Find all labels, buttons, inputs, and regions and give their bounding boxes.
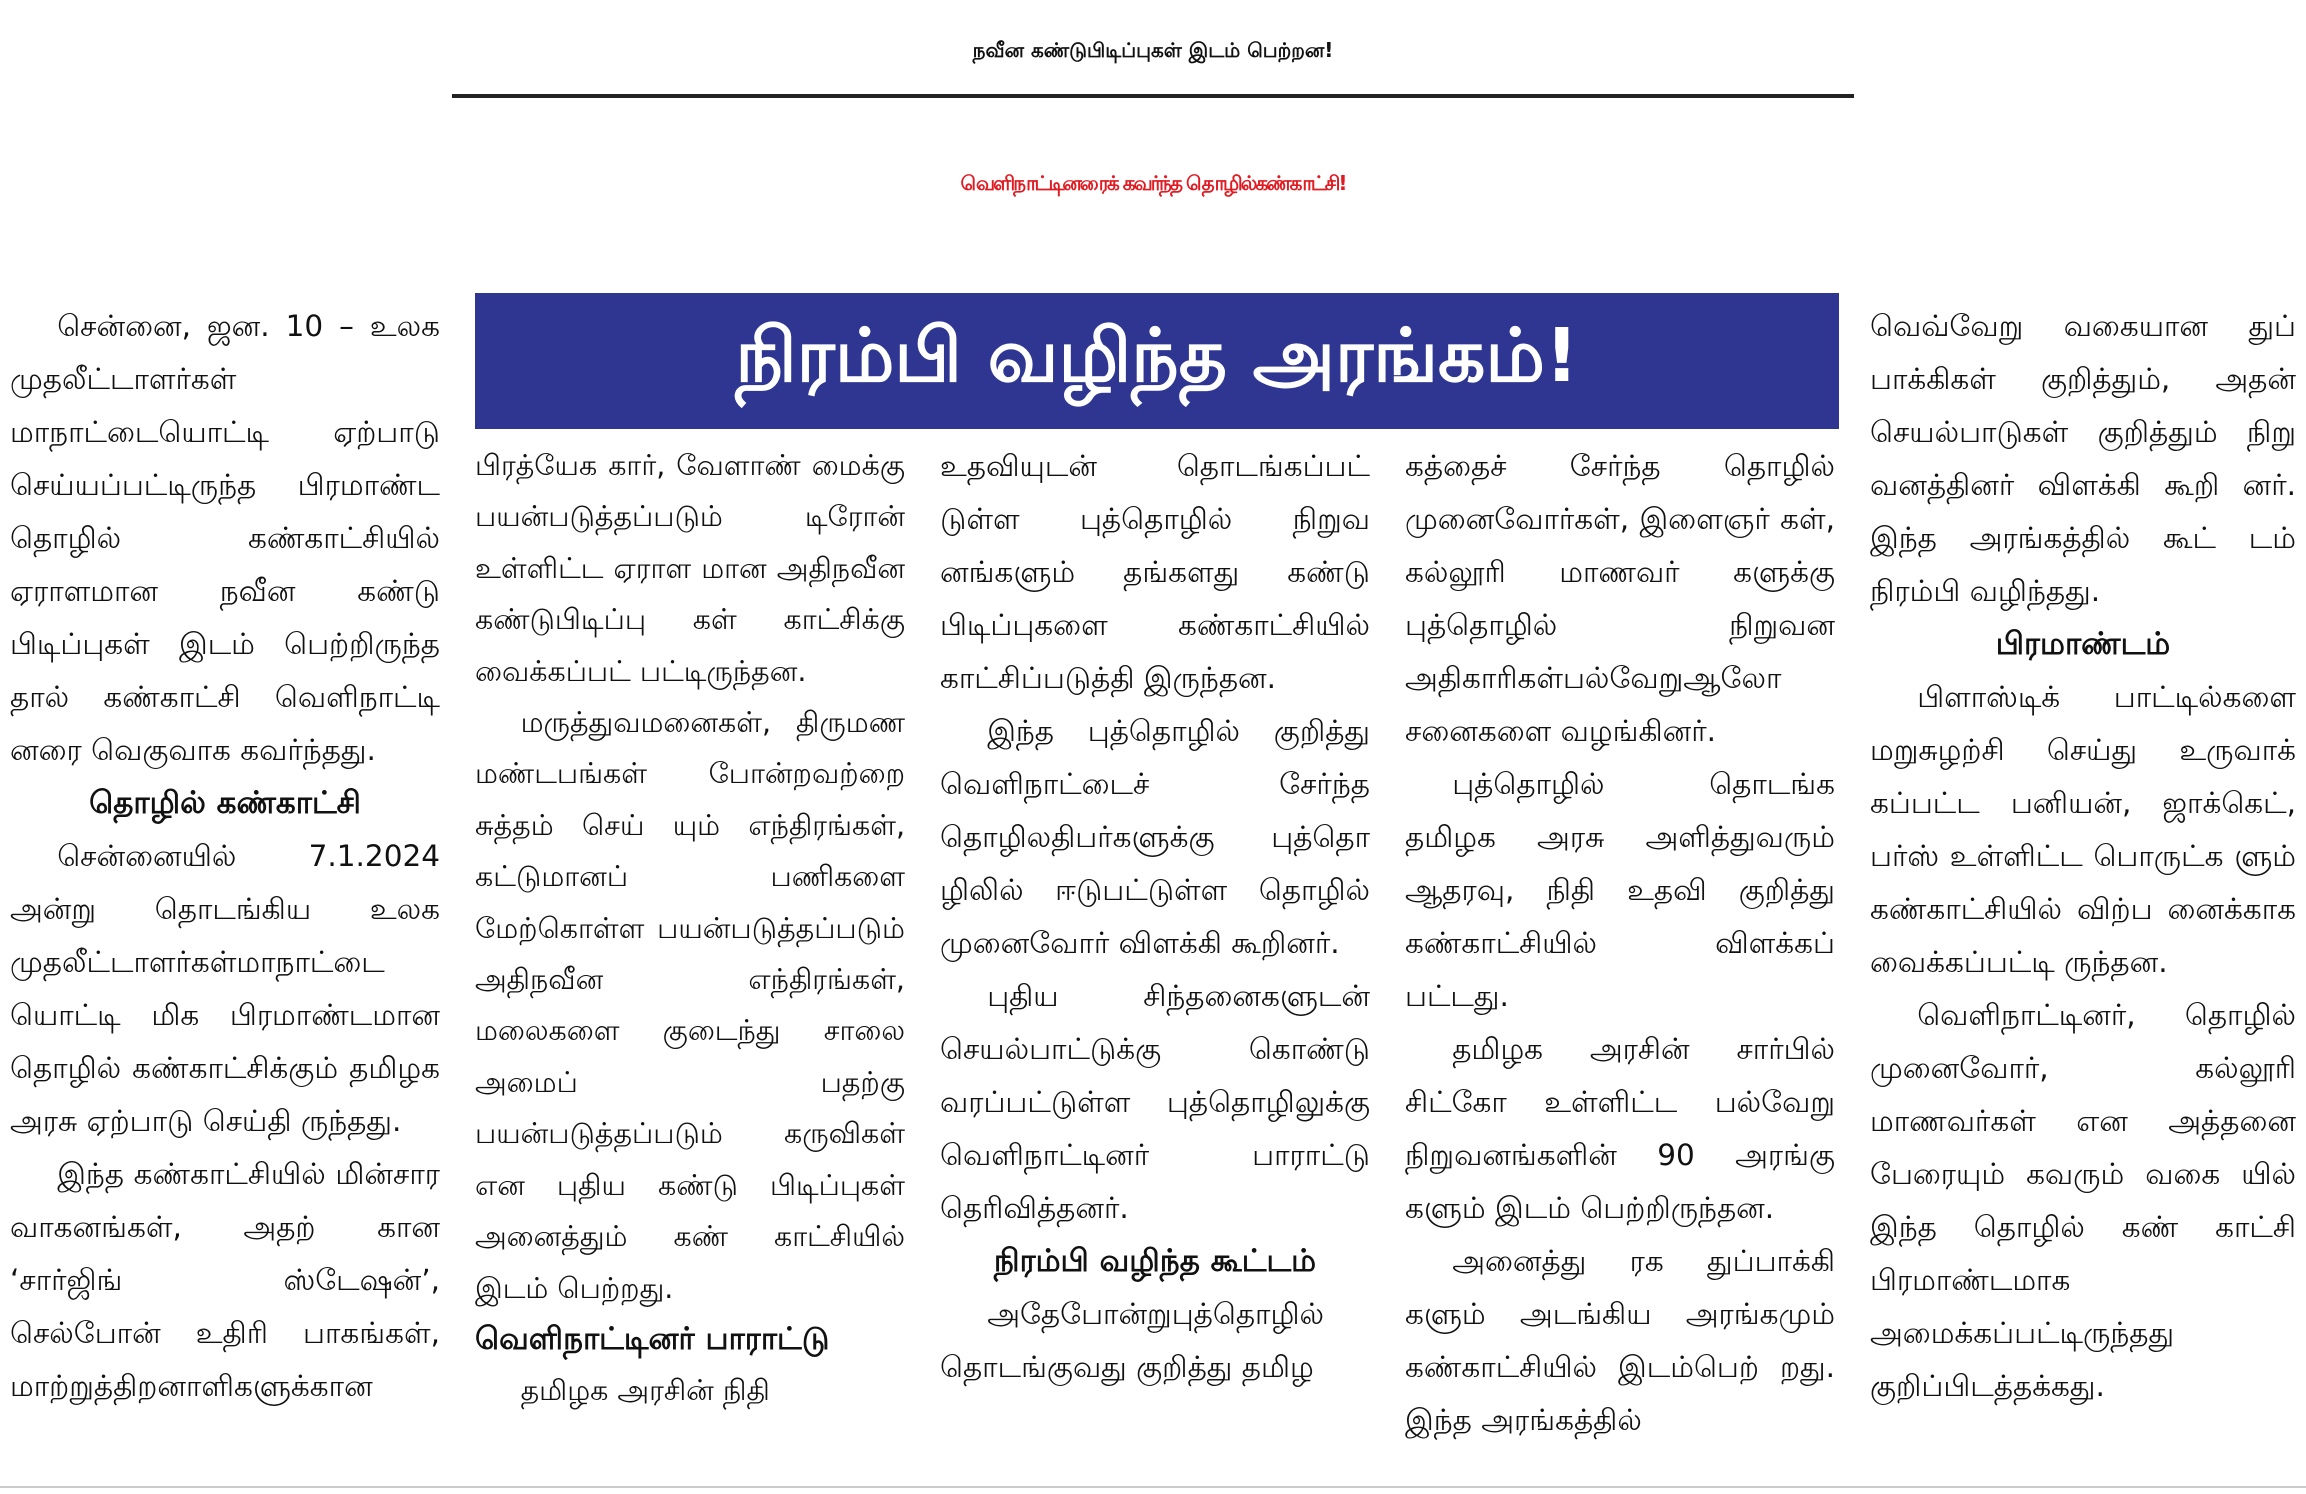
paragraph: சென்னை, ஜன. 10 – உலக முதலீட்டாளர்கள் மாநாட்டையொட்டி ஏற்பாடு செய்யப்பட்டிருந்த பிரமாண்ட தொழில் கண்காட்சியில் ஏராளமான நவீன கண்டு பிடிப்புகள் இடம் பெற்றிருந்த தால் கண்காட்சி வெளிநாட்டி னரை வெகுவாக கவர்ந்தது. <box>10 309 440 767</box>
paragraph: புதிய சிந்தனைகளுடன் செயல்பாட்டுக்கு கொண்டு வரப்பட்டுள்ள புத்தொழிலுக்கு வெளிநாட்டினர் பாராட்டு தெரிவித்தனர். <box>940 979 1370 1225</box>
paragraph: இந்த கண்காட்சியில் மின்சார வாகனங்கள், அதற் கான ‘சார்ஜிங் ஸ்டேஷன்’, செல்போன் உதிரி பாகங்கள், மாற்றுத்திறனாளிகளுக்கான <box>10 1157 440 1403</box>
article-column-1 <box>10 300 440 1413</box>
subheading: பிரமாண்டம் <box>1995 626 2171 662</box>
article-column-3 <box>940 440 1370 1394</box>
paragraph: அனைத்து ரக துப்பாக்கி களும் அடங்கிய அரங்கமும் கண்காட்சியில் இடம்பெற் றது. இந்த அரங்கத்தில் <box>1405 1244 1835 1437</box>
subheading: தொழில் கண்காட்சி <box>89 785 361 821</box>
paragraph: கத்தைச் சேர்ந்த தொழில் முனைவோர்கள், இளைஞர் கள், கல்லூரி மாணவர் களுக்கு புத்தொழில் நிறுவன அதிகாரிகள்பல்வேறுஆலோ சனைகளை வழங்கினர். <box>1405 449 1835 748</box>
paragraph: பிரத்யேக கார், வேளாண் மைக்கு பயன்படுத்தப்படும் டிரோன் உள்ளிட்ட ஏராள மான அதிநவீன கண்டுபிடிப்பு கள் காட்சிக்கு வைக்கப்பட் பட்டிருந்தன. <box>475 449 905 688</box>
paragraph: அதேபோன்றுபுத்தொழில் தொடங்குவது குறித்து தமிழ <box>940 1297 1324 1384</box>
paragraph: வெவ்வேறு வகையான துப் பாக்கிகள் குறித்தும், அதன் செயல்பாடுகள் குறித்தும் நிறு வனத்தினர் விளக்கி கூறி னர். இந்த அரங்கத்தில் கூட் டம் நிரம்பி வழிந்தது. <box>1870 309 2296 608</box>
paragraph: தமிழக அரசின் நிதி <box>520 1374 770 1408</box>
paragraph: உதவியுடன் தொடங்கப்பட் டுள்ள புத்தொழில் நிறுவ னங்களும் தங்களது கண்டு பிடிப்புகளை கண்காட்சியில் காட்சிப்படுத்தி இருந்தன. <box>940 449 1370 695</box>
article-column-5 <box>1870 300 2296 1413</box>
subheadline-banner <box>475 293 1839 429</box>
paragraph: மருத்துவமனைகள், திருமண மண்டபங்கள் போன்றவற்றை சுத்தம் செய் யும் எந்திரங்கள், கட்டுமானப் பணிகளை மேற்கொள்ள பயன்படுத்தப்படும் அதிநவீன எந்திரங்கள், மலைகளை குடைந்து சாலை அமைப் பதற்கு பயன்படுத்தப்படும் கருவிகள் என புதிய கண்டு பிடிப்புகள் அனைத்தும் கண் காட்சியில் இடம் பெற்றது. <box>475 706 905 1305</box>
article-column-4 <box>1405 440 1835 1447</box>
subheading: வெளிநாட்டினர் பாராட்டு <box>475 1320 830 1357</box>
banner-text: நிரம்பி வழிந்த அரங்கம்! <box>735 313 1579 399</box>
paragraph: இந்த புத்தொழில் குறித்து வெளிநாட்டைச் சேர்ந்த தொழிலதிபர்களுக்கு புத்தொ ழிலில் ஈடுபட்டுள்ள தொழில் முனைவோர் விளக்கி கூறினர். <box>940 714 1370 960</box>
kicker-underline <box>452 94 1854 98</box>
main-headline: வெளிநாட்டினரைக் கவர்ந்த தொழில்கண்காட்சி! <box>960 171 1346 195</box>
paragraph: புத்தொழில் தொடங்க தமிழக அரசு அளித்துவரும் ஆதரவு, நிதி உதவி குறித்து கண்காட்சியில் விளக்கப் பட்டது. <box>1405 767 1835 1013</box>
paragraph: தமிழக அரசின் சார்பில் சிட்கோ உள்ளிட்ட பல்வேறு நிறுவனங்களின் 90 அரங்கு களும் இடம் பெற்றிருந்தன. <box>1405 1032 1835 1225</box>
paragraph: சென்னையில் 7.1.2024 அன்று தொடங்கிய உலக முதலீட்டாளர்கள்மாநாட்டை யொட்டி மிக பிரமாண்டமான தொழில் கண்காட்சிக்கும் தமிழக அரசு ஏற்பாடு செய்தி ருந்தது. <box>10 839 440 1138</box>
paragraph: பிளாஸ்டிக் பாட்டில்களை மறுசுழற்சி செய்து உருவாக் கப்பட்ட பனியன், ஜாக்கெட், பர்ஸ் உள்ளிட்ட பொருட்க ளும் கண்காட்சியில் விற்ப னைக்காக வைக்கப்பட்டி ருந்தன. <box>1870 680 2296 979</box>
paragraph: வெளிநாட்டினர், தொழில் முனைவோர், கல்லூரி மாணவர்கள் என அத்தனை பேரையும் கவரும் வகை யில் இந்த தொழில் கண் காட்சி பிரமாண்டமாக அமைக்கப்பட்டிருந்தது குறிப்பிடத்தக்கது. <box>1870 998 2296 1403</box>
article-column-2 <box>475 440 905 1417</box>
subheading: நிரம்பி வழிந்த கூட்டம் <box>993 1243 1317 1279</box>
kicker-headline: நவீன கண்டுபிடிப்புகள் இடம் பெற்றன! <box>972 38 1334 62</box>
bottom-divider <box>0 1486 2306 1488</box>
